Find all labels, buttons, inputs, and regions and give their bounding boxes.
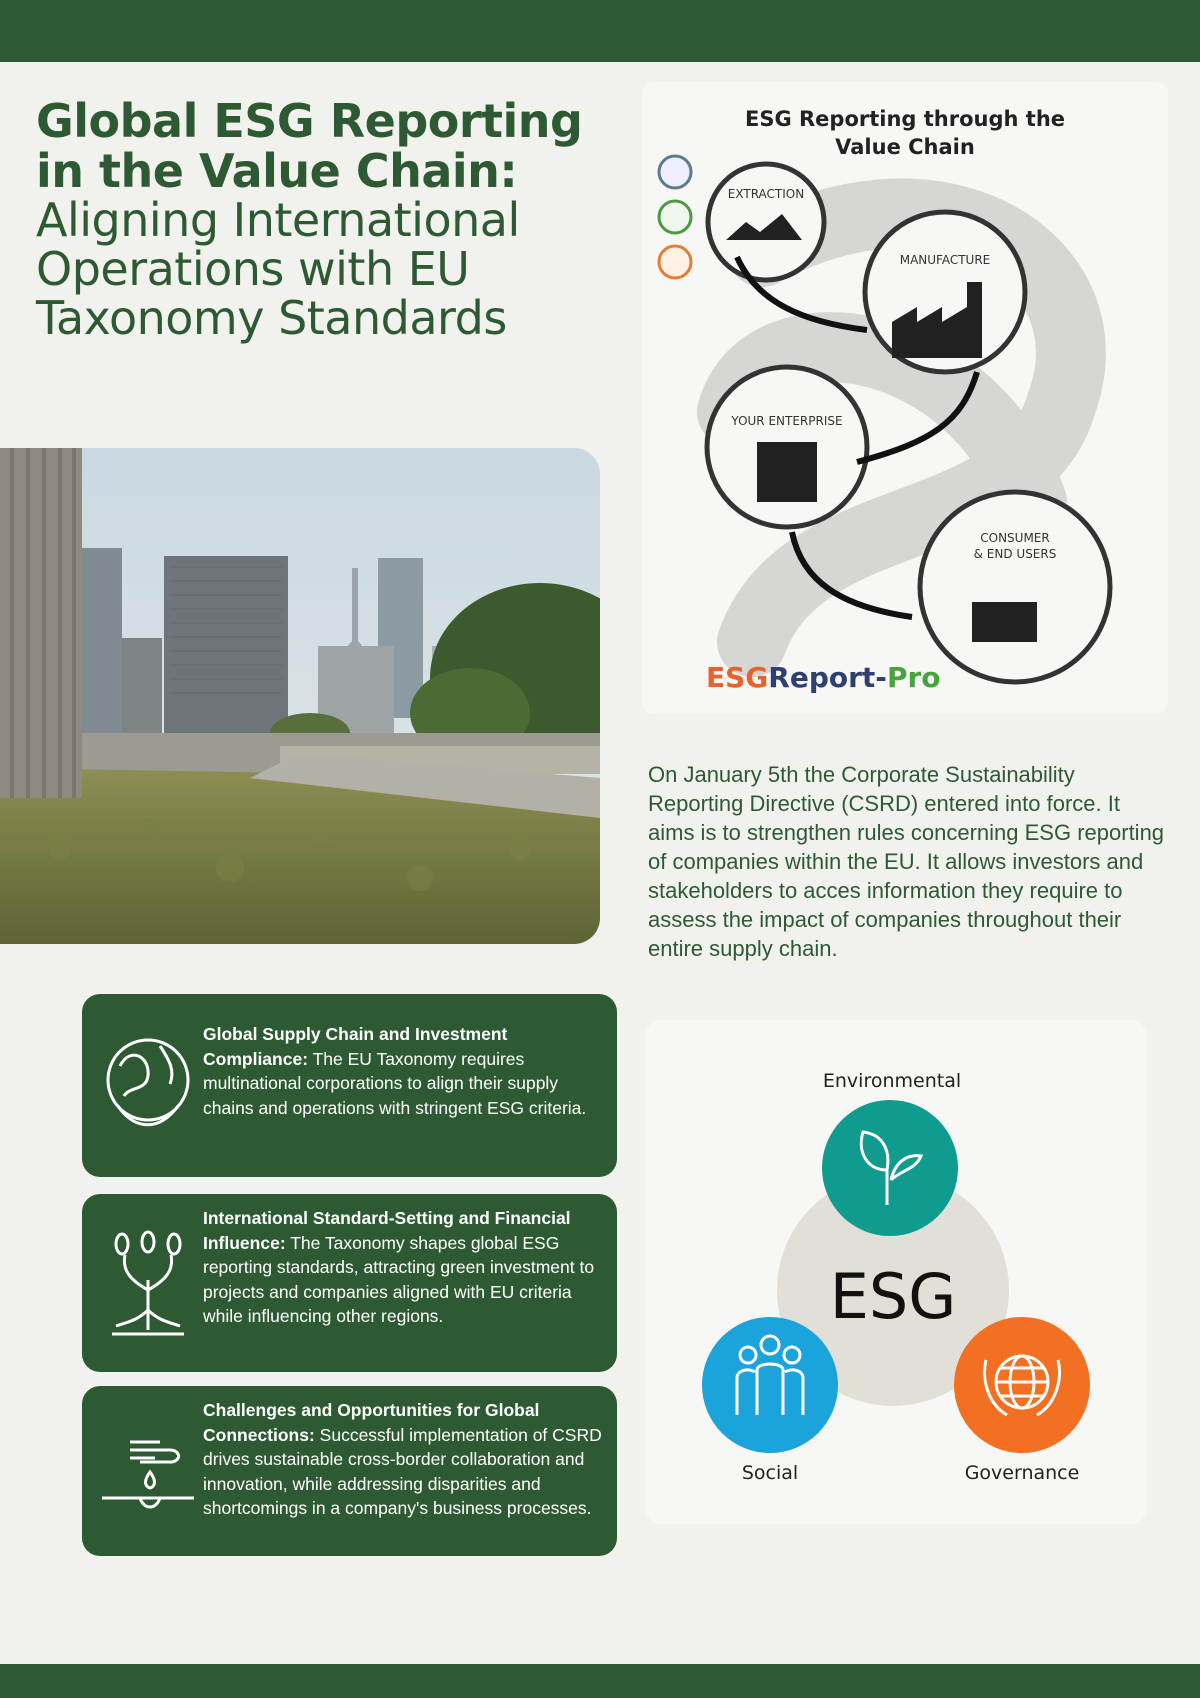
package-hand-icon (972, 602, 1037, 642)
svg-text:CONSUMER: CONSUMER (980, 531, 1050, 545)
title-subtitle-line: Aligning International (36, 193, 520, 247)
esg-center-label: ESG (829, 1260, 957, 1333)
stage-extraction (708, 164, 824, 280)
intro-text: On January 5th the Corporate Sustainability Reporting Directive (CSRD) entered into force. It aims is to strengthen rules concerning ESG reporting of companies within the EU. It allows investors and stakeholders to acces information they require to assess the impact of companies throughout their entire supply chain. (648, 762, 1165, 961)
svg-text:MANUFACTURE: MANUFACTURE (899, 253, 991, 267)
title-subtitle-line: Taxonomy Standards (36, 291, 507, 345)
card-heading: International Standard-Setting and Financial Influence: (203, 1208, 571, 1253)
svg-text:YOUR ENTERPRISE: YOUR ENTERPRISE (731, 414, 843, 428)
diagram-heading: ESG Reporting through the (744, 107, 1066, 131)
plant-roots-icon (100, 1230, 196, 1326)
stage-your-enterprise (707, 367, 867, 527)
governance-circle (954, 1317, 1090, 1453)
bottom-band (0, 1664, 1200, 1698)
green-roof-city-photo (0, 448, 600, 944)
brand-logo: ESGReport-Pro (706, 661, 941, 694)
watering-hand-icon (100, 1420, 196, 1516)
governance-label: Governance (964, 1462, 1080, 1484)
title-bold-line: in the Value Chain: (36, 144, 518, 198)
card-text: Successful implementation of CSRD drives sustainable cross-border collaboration and innovation, while addressing disparities and shortcomings in a company's business processes. (203, 1424, 602, 1518)
card-text: The EU Taxonomy requires multinational corporations to align their supply chains and operations with stringent ESG criteria. (203, 1048, 587, 1118)
esg-pillars-diagram (645, 1020, 1147, 1524)
office-building-icon (757, 442, 817, 502)
info-card-supply-chain (82, 994, 617, 1177)
stage-consumer (920, 492, 1110, 682)
esg-badges (659, 156, 691, 278)
social-label: Social (741, 1462, 799, 1484)
diagram-heading: Value Chain (835, 135, 975, 159)
stage-manufacture (865, 212, 1025, 372)
info-card-standard-setting (82, 1194, 617, 1372)
title-subtitle-line: Operations with EU (36, 242, 470, 296)
title-bold-line: Global ESG Reporting (36, 94, 583, 148)
globe-hands-icon (100, 1036, 196, 1132)
environmental-label: Environmental (822, 1070, 962, 1092)
top-band (0, 0, 1200, 62)
card-text: The Taxonomy shapes global ESG reporting standards, attracting green investment to projects and companies aligned with EU criteria while influencing other regions. (203, 1232, 595, 1326)
card-heading: Global Supply Chain and Investment Compliance: (203, 1024, 508, 1069)
environmental-circle (822, 1100, 958, 1236)
card-heading: Challenges and Opportunities for Global Connections: (203, 1400, 540, 1445)
svg-text:& END USERS: & END USERS (973, 547, 1057, 561)
page-title (36, 96, 616, 343)
svg-text:EXTRACTION: EXTRACTION (727, 187, 805, 201)
info-card-challenges (82, 1386, 617, 1556)
value-chain-diagram (642, 82, 1168, 714)
